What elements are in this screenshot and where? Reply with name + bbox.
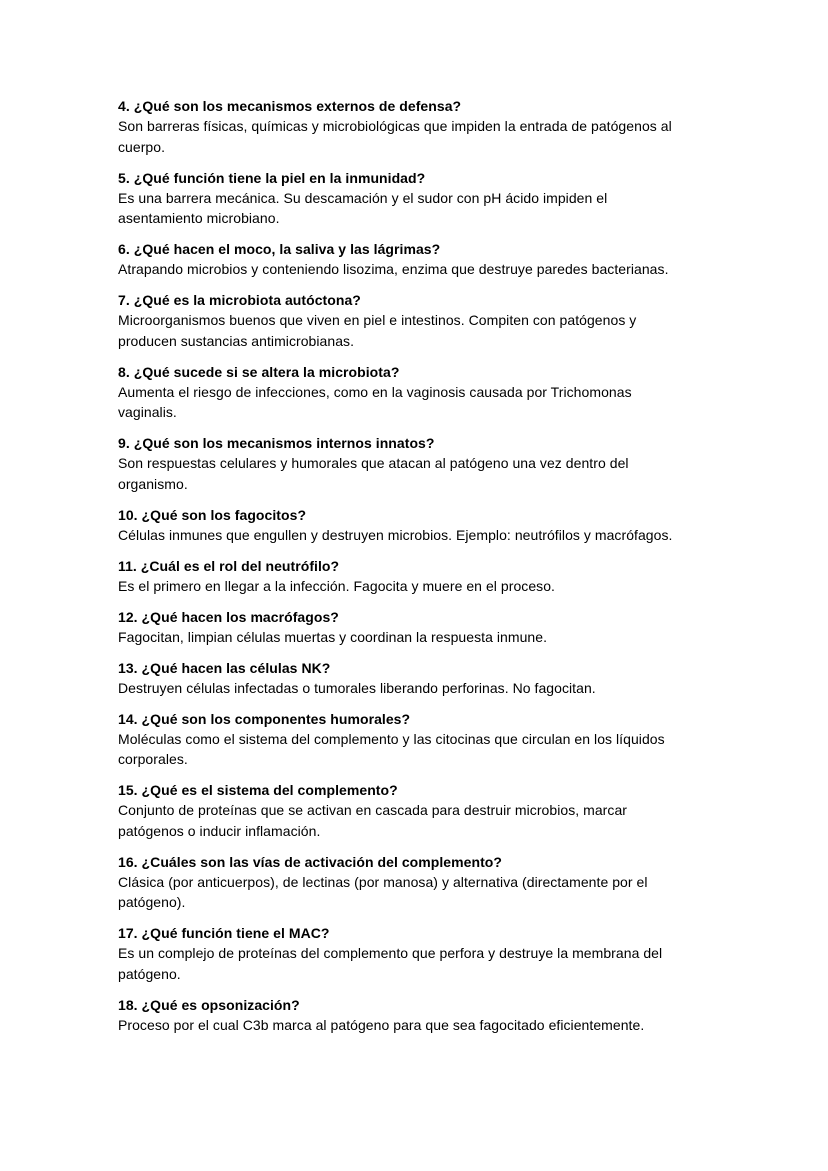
answer-line: patógeno. bbox=[118, 965, 181, 982]
qa-item bbox=[118, 505, 718, 546]
answer-line: Fagocitan, limpian células muertas y coordinan la respuesta inmune. bbox=[118, 628, 548, 645]
question-heading: 14. ¿Qué son los componentes humorales? bbox=[118, 710, 411, 727]
qa-item bbox=[118, 658, 718, 699]
question-heading: 6. ¿Qué hacen el moco, la saliva y las lágrimas? bbox=[118, 241, 441, 257]
answer-line: vaginalis. bbox=[118, 404, 177, 420]
question-heading: 5. ¿Qué función tiene la piel en la inmunidad? bbox=[118, 169, 426, 186]
answer-line: patógeno). bbox=[118, 894, 186, 910]
answer-line: producen sustancias antimicrobianas. bbox=[118, 332, 355, 349]
question-heading: 16. ¿Cuáles son las vías de activación del complemento? bbox=[118, 853, 502, 870]
answer-line: Son barreras físicas, químicas y microbiológicas que impiden la entrada de patógenos al bbox=[118, 118, 672, 134]
answer-line: Destruyen células infectadas o tumorales liberando perforinas. No fagocitan. bbox=[118, 679, 596, 696]
answer-line: Aumenta el riesgo de infecciones, como en la vaginosis causada por Trichomonas bbox=[118, 383, 632, 400]
question-heading: 11. ¿Cuál es el rol del neutrófilo? bbox=[118, 557, 340, 574]
qa-item bbox=[118, 168, 718, 229]
qa-item bbox=[118, 433, 718, 494]
question-heading: 4. ¿Qué son los mecanismos externos de defensa? bbox=[118, 98, 462, 114]
question-heading: 17. ¿Qué función tiene el MAC? bbox=[118, 925, 330, 941]
answer-line: Atrapando microbios y conteniendo lisozima, enzima que destruye paredes bacterianas. bbox=[118, 261, 669, 277]
answer-line: Microorganismos buenos que viven en piel e intestinos. Compiten con patógenos y bbox=[118, 312, 637, 328]
answer-line: Conjunto de proteínas que se activan en cascada para destruir microbios, marcar bbox=[118, 802, 627, 818]
qa-item bbox=[118, 709, 718, 770]
answer-line: Son respuestas celulares y humorales que atacan al patógeno una vez dentro del bbox=[118, 455, 629, 471]
qa-item bbox=[118, 995, 718, 1036]
question-heading: 18. ¿Qué es opsonización? bbox=[118, 996, 300, 1013]
qa-item bbox=[118, 556, 718, 597]
answer-line: Es una barrera mecánica. Su descamación y el sudor con pH ácido impiden el bbox=[118, 189, 608, 206]
question-heading: 7. ¿Qué es la microbiota autóctona? bbox=[118, 292, 361, 308]
answer-line: patógenos o inducir inflamación. bbox=[118, 822, 321, 839]
answer-line: asentamiento microbiano. bbox=[118, 210, 280, 226]
question-heading: 13. ¿Qué hacen las células NK? bbox=[118, 659, 331, 676]
document-page bbox=[118, 96, 718, 1046]
question-heading: 15. ¿Qué es el sistema del complemento? bbox=[118, 782, 398, 798]
answer-line: Clásica (por anticuerpos), de lectinas (por manosa) y alternativa (directamente por el bbox=[118, 873, 648, 890]
qa-item bbox=[118, 852, 718, 913]
qa-item bbox=[118, 607, 718, 648]
answer-line: corporales. bbox=[118, 751, 188, 767]
qa-item bbox=[118, 780, 718, 841]
answer-line: Células inmunes que engullen y destruyen microbios. Ejemplo: neutrófilos y macrófagos. bbox=[118, 526, 673, 543]
qa-item bbox=[118, 239, 718, 280]
qa-item bbox=[118, 923, 718, 984]
qa-item bbox=[118, 290, 718, 351]
qa-item bbox=[118, 96, 718, 157]
answer-line: Moléculas como el sistema del complemento y las citocinas que circulan en los líquidos bbox=[118, 730, 665, 747]
question-heading: 8. ¿Qué sucede si se altera la microbiota? bbox=[118, 363, 400, 380]
answer-line: Es un complejo de proteínas del complemento que perfora y destruye la membrana del bbox=[118, 945, 663, 961]
answer-line: organismo. bbox=[118, 475, 188, 492]
answer-line: cuerpo. bbox=[118, 138, 166, 155]
qa-item bbox=[118, 362, 718, 423]
question-heading: 9. ¿Qué son los mecanismos internos innatos? bbox=[118, 435, 435, 451]
question-heading: 12. ¿Qué hacen los macrófagos? bbox=[118, 608, 339, 625]
answer-line: Es el primero en llegar a la infección. Fagocita y muere en el proceso. bbox=[118, 577, 555, 594]
answer-line: Proceso por el cual C3b marca al patógeno para que sea fagocitado eficientemente. bbox=[118, 1016, 645, 1033]
question-heading: 10. ¿Qué son los fagocitos? bbox=[118, 506, 307, 523]
